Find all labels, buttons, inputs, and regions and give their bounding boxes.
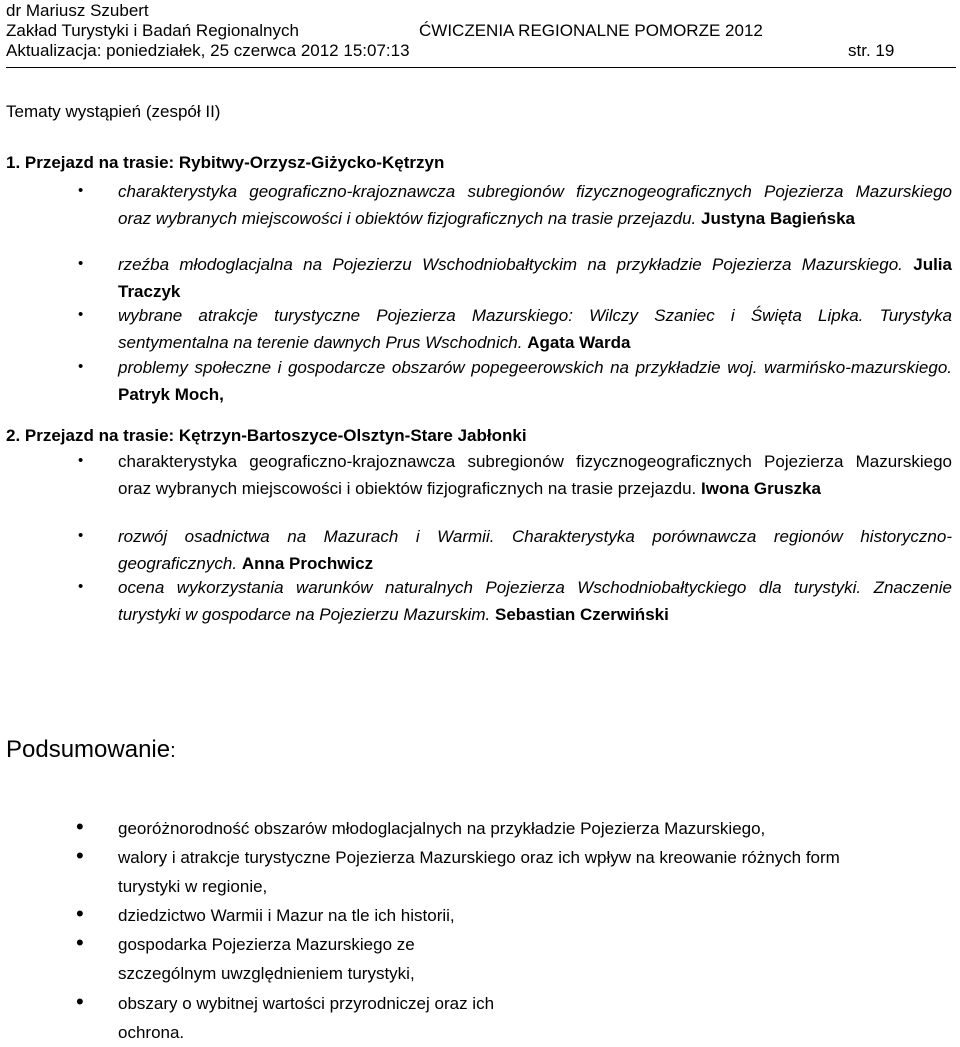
topic-author: Iwona Gruszka <box>700 478 821 498</box>
summary-text: georóżnorodność obszarów młodoglacjalnych na przykładzie Pojezierza Mazurskiego, <box>118 819 766 838</box>
bullet-icon: • <box>78 527 84 544</box>
topic-text: ocena wykorzystania warunków naturalnych Pojezierza Wschodniobałtyckiego dla turystyki. Znaczenie turystyki w gospodarce na Pojezierzu Mazurskim. Sebastian Czerwiński <box>118 578 952 624</box>
header-divider <box>6 67 956 68</box>
topic-author: Julia Traczyk <box>118 255 952 301</box>
bullet-icon: • <box>78 255 84 272</box>
bullet-icon: • <box>78 578 84 595</box>
summary-text: gospodarka Pojezierza Mazurskiego ze szczególnym uwzględnieniem turystyki, <box>118 935 415 983</box>
bullet-icon: • <box>76 989 84 1014</box>
topic-author: Justyna Bagieńska <box>700 208 855 228</box>
topic-author: Sebastian Czerwiński <box>494 604 669 624</box>
topic-text: charakterystyka geograficzno-krajoznawcza subregionów fizycznogeograficznych Pojezierza Mazurskiego oraz wybranych miejscowości i obiektów fizjograficznych na trasie przejazdu. Iwona Gruszka <box>118 452 952 498</box>
topic-text: rozwój osadnictwa na Mazurach i Warmii. Charakterystyka porównawcza regionów historyczno-geograficznych. Anna Prochwicz <box>118 527 952 573</box>
bullet-icon: • <box>76 814 84 839</box>
section-heading: Tematy wystąpień (zespół II) <box>6 102 221 121</box>
bullet-icon: • <box>76 930 84 955</box>
summary-text: walory i atrakcje turystyczne Pojezierza Mazurskiego oraz ich wpływ na kreowanie różnych form turystyki w regionie, <box>118 848 840 896</box>
header-institution: Zakład Turystyki i Badań Regionalnych <box>6 21 299 40</box>
topic-author: Patryk Moch, <box>118 384 224 404</box>
topic-author: Agata Warda <box>527 332 631 352</box>
topic-text: wybrane atrakcje turystyczne Pojezierza Mazurskiego: Wilczy Szaniec i Święta Lipka. Turystyka sentymentalna na terenie dawnych Prus Wschodnich. Agata Warda <box>118 306 952 352</box>
trip-title: 2. Przejazd na trasie: Kętrzyn-Bartoszyce-Olsztyn-Stare Jabłonki <box>6 426 527 445</box>
bullet-icon: • <box>76 901 84 926</box>
topic-text: rzeźba młodoglacjalna na Pojezierzu Wschodniobałtyckim na przykładzie Pojezierza Mazurskiego. Julia Traczyk <box>118 255 952 301</box>
summary-text: dziedzictwo Warmii i Mazur na tle ich historii, <box>118 906 455 925</box>
bullet-icon: • <box>76 843 84 868</box>
topic-text: problemy społeczne i gospodarcze obszarów popegeerowskich na przykładzie woj. warmińsko-mazurskiego. Patryk Moch, <box>118 358 952 404</box>
topic-text: charakterystyka geograficzno-krajoznawcza subregionów fizycznogeograficznych Pojezierza Mazurskiego oraz wybranych miejscowości i obiektów fizjograficznych na trasie przejazdu. Justyna Bagieńska <box>118 182 952 228</box>
header-page-number: str. 19 <box>848 41 895 60</box>
bullet-icon: • <box>78 182 84 199</box>
bullet-icon: • <box>78 306 84 323</box>
header-course: ĆWICZENIA REGIONALNE POMORZE 2012 <box>419 21 763 40</box>
summary-heading: Podsumowanie: <box>6 736 176 763</box>
topic-author: Anna Prochwicz <box>241 553 374 573</box>
trip-title: 1. Przejazd na trasie: Rybitwy-Orzysz-Giżycko-Kętrzyn <box>6 153 445 172</box>
header-author: dr Mariusz Szubert <box>6 1 149 20</box>
bullet-icon: • <box>78 358 84 375</box>
summary-text: obszary o wybitnej wartości przyrodniczej oraz ich ochrona. <box>118 994 495 1042</box>
header-updated: Aktualizacja: poniedziałek, 25 czerwca 2012 15:07:13 <box>6 41 410 60</box>
bullet-icon: • <box>78 452 84 469</box>
